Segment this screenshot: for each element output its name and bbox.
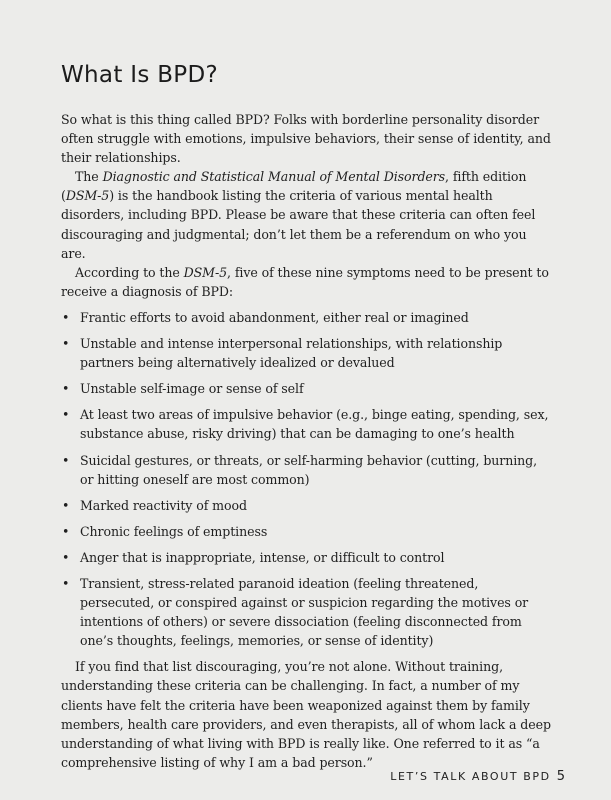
dsm-paragraph-rest: ) is the handbook listing the criteria of various mental health disorders, including BPD. Please be aware that these criteria can often feel discouraging and judgmental; don’t let them be a referendum on who you are. (61, 188, 536, 261)
section-heading: What Is BPD? (61, 62, 218, 88)
dsm-book-title: Diagnostic and Statistical Manual of Mental Disorders (102, 169, 446, 185)
dsm-paragraph (61, 167, 551, 262)
bullet-icon: • (62, 549, 70, 565)
bullet-icon: • (62, 407, 70, 423)
symptom-item (61, 451, 551, 489)
symptom-item (61, 379, 551, 398)
symptom-item (61, 574, 551, 650)
symptom-text: Chronic feelings of emptiness (80, 523, 268, 539)
bullet-icon: • (62, 497, 70, 513)
criteria-dsm-abbreviation: DSM-5 (183, 264, 228, 280)
criteria-intro-rest: , five of these nine symptoms need to be present to receive a diagnosis of BPD: (61, 264, 549, 299)
dsm-abbreviation: DSM-5 (65, 188, 110, 204)
symptom-item (61, 308, 551, 327)
symptom-text: At least two areas of impulsive behavior (e.g., binge eating, spending, sex, substance abuse, risky driving) that can be damaging to one’s health (80, 407, 549, 442)
running-head: LET’S TALK ABOUT BPD (390, 770, 551, 783)
page-number: 5 (556, 769, 565, 784)
symptom-text: Unstable self-image or sense of self (80, 381, 304, 397)
symptom-text: Unstable and intense interpersonal relationships, with relationship partners being alternatively idealized or devalued (80, 336, 503, 371)
bullet-icon: • (62, 452, 70, 468)
body-text (61, 110, 551, 772)
dsm-paragraph-prefix: The (75, 169, 103, 185)
symptom-text: Frantic efforts to avoid abandonment, either real or imagined (80, 309, 469, 325)
symptom-text: Anger that is inappropriate, intense, or difficult to control (80, 549, 445, 565)
bullet-icon: • (62, 309, 70, 325)
criteria-intro-paragraph (61, 263, 551, 301)
symptom-item (61, 405, 551, 443)
symptom-text: Suicidal gestures, or threats, or self-harming behavior (cutting, burning, or hitting oneself are most common) (80, 452, 538, 487)
criteria-intro-prefix: According to the (75, 264, 184, 280)
symptom-text: Transient, stress-related paranoid ideation (feeling threatened, persecuted, or conspired against or suspicion regarding the motives or intentions of others) or severe dissociation (feeling disconnected from one’s thoughts, feelings, memories, or sense of identity) (80, 575, 529, 649)
symptom-text: Marked reactivity of mood (80, 497, 247, 513)
closing-paragraph: If you find that list discouraging, you’re not alone. Without training, understanding these criteria can be challenging. In fact, a number of my clients have felt the criteria have been weaponized against them by family members, health care providers, and even therapists, all of whom lack a deep understanding of what living with BPD is really like. One referred to it as “a comprehensive listing of why I am a bad person.” (61, 659, 551, 770)
bullet-icon: • (62, 381, 70, 397)
bullet-icon: • (62, 523, 70, 539)
symptom-item (61, 496, 551, 515)
symptom-item (61, 548, 551, 567)
symptom-item (61, 334, 551, 372)
symptom-list (61, 308, 551, 650)
dsm-paragraph-mid: , fifth edition ( (61, 169, 527, 204)
running-footer (390, 769, 565, 784)
intro-paragraph: So what is this thing called BPD? Folks with borderline personality disorder often struggle with emotions, impulsive behaviors, their sense of identity, and their relationships. (61, 112, 551, 166)
bullet-icon: • (62, 336, 70, 352)
symptom-item (61, 522, 551, 541)
bullet-icon: • (62, 575, 70, 591)
